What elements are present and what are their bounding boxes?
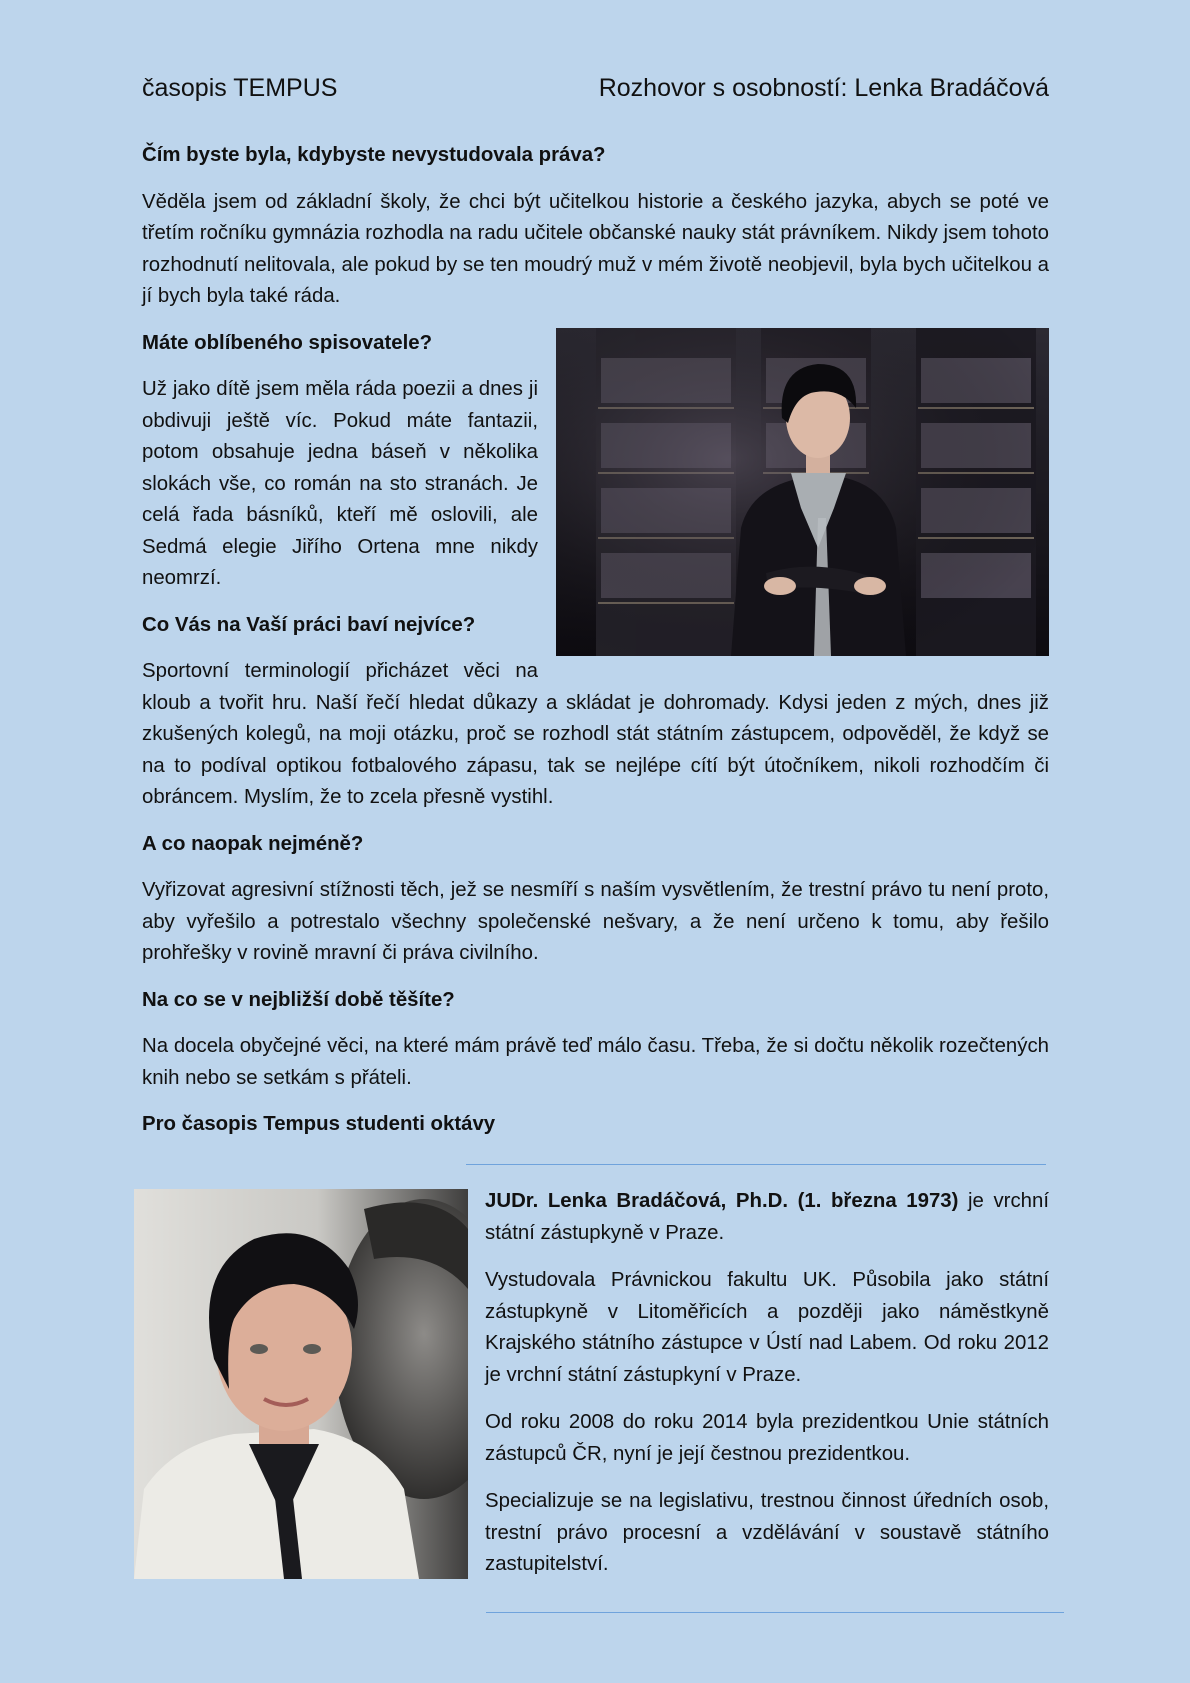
library-portrait-image [556,328,1049,656]
bio-name: JUDr. Lenka Bradáčová, Ph.D. (1. března 1973) [485,1190,959,1212]
answer-2: Už jako dítě jsem měla ráda poezii a dnes ji obdivuji ještě víc. Pokud máte fantazii, potom obsahuje jedna báseň v několika slokách vše, co román na sto stranách. Je celá řada básníků, kteří mě oslovili, ale Sedmá elegie Jiřího Ortena mne nikdy neomrzí. [142,378,538,589]
page-header [142,72,1049,104]
bio-intro [485,1186,1049,1249]
answer-3: Sportovní terminologií přicházet věci na kloub a tvořit hru. Naší řečí hledat důkazy a skládat je dohromady. Kdysi jeden z mých, dnes již zkušených kolegů, na moji otázku, proč se rozhodl stát státním zástupcem, odpověděl, že když se na to podíval optikou fotbalového zápasu, tak se nejlépe cítí být útočníkem, nikoli rozhodčím či obráncem. Myslím, že to zcela přesně vystihl. [142,660,1049,808]
portrait-with-havel-photo [134,1189,468,1579]
bio-role: je vrchní státní zástupkyně v Praze. [485,1190,1049,1244]
magazine-name: časopis TEMPUS [142,74,338,102]
divider-top [466,1164,1046,1165]
question-4: A co naopak nejméně? [142,832,364,855]
question-3: Co Vás na Vaší práci baví nejvíce? [142,613,476,636]
bio-specialization: Specializuje se na legislativu, trestnou činnost úředních osob, trestní právo procesní a vzdělávání v soustavě státního zastupitelství. [485,1490,1049,1575]
divider-bottom [486,1612,1064,1613]
interview-credit: Pro časopis Tempus studenti oktávy [142,1113,496,1135]
portrait-image [134,1189,468,1579]
answer-1: Věděla jsem od základní školy, že chci být učitelkou historie a českého jazyka, abych se poté ve třetím ročníku gymnázia rozhodla na radu učitele občanské nauky stát právníkem. Nikdy jsem tohoto rozhodnutí nelitovala, ale pokud by se ten moudrý muž v mém životě neobjevil, byla bych učitelkou a jí bych byla také ráda. [142,190,1049,307]
answer-4: Vyřizovat agresivní stížnosti těch, jež se nesmíří s naším vysvětlením, že trestní právo tu není proto, aby vyřešilo a potrestalo všechny společenské nešvary, a že není určeno k tomu, aby řešilo prohřešky v rovině mravní či práva civilního. [142,879,1049,964]
question-1: Čím byste byla, kdybyste nevystudovala práva? [142,144,606,166]
answer-5: Na docela obyčejné věci, na které mám právě teď málo času. Třeba, že si dočtu několik rozečtených knih nebo se setkám s přáteli. [142,1035,1049,1089]
question-2: Máte oblíbeného spisovatele? [142,331,433,354]
bio-union: Od roku 2008 do roku 2014 byla prezidentkou Unie státních zástupců ČR, nyní je její čestnou prezidentkou. [485,1411,1049,1465]
portrait-library-photo [556,328,1049,656]
bio-career: Vystudovala Právnickou fakultu UK. Působila jako státní zástupkyně v Litoměřicích a později jako náměstkyně Krajského státního zástupce v Ústí nad Labem. Od roku 2012 je vrchní státní zástupkyní v Praze. [485,1269,1049,1386]
interview-body [142,140,1049,1141]
question-5: Na co se v nejbližší době těšíte? [142,988,455,1011]
biography [485,1186,1049,1597]
section-title: Rozhovor s osobností: Lenka Bradáčová [598,74,1049,102]
